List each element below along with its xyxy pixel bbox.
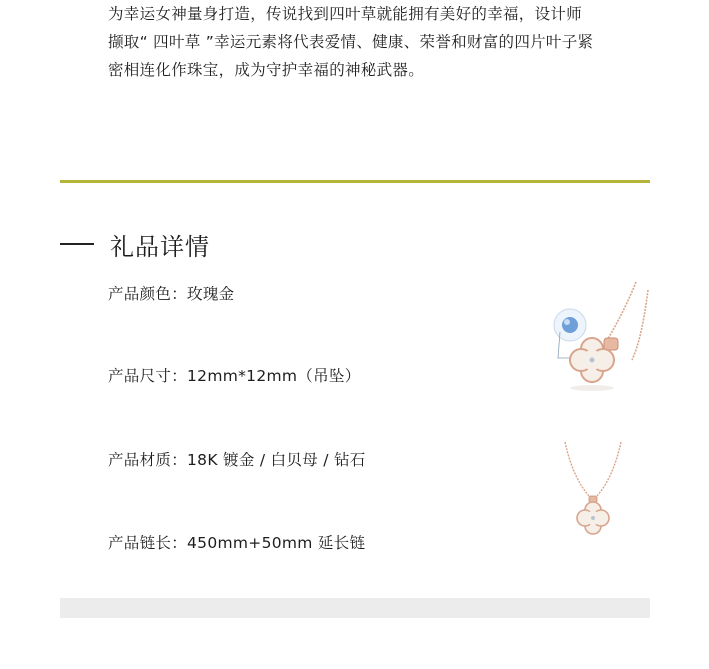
spec-chain bbox=[108, 531, 365, 553]
intro-line-1: 为幸运女神量身打造，传说找到四叶草就能拥有美好的幸福，设计师 bbox=[108, 5, 583, 23]
spec-material bbox=[108, 448, 366, 470]
pendant-closeup-image bbox=[548, 280, 653, 398]
intro-text bbox=[108, 0, 653, 84]
spec-chain-label: 产品链长： bbox=[108, 534, 188, 552]
intro-line-2: 撷取“ 四叶草 ”幸运元素将代表爱情、健康、荣誉和财富的四片叶子紧 bbox=[108, 33, 594, 51]
spec-color-value: 玫瑰金 bbox=[187, 285, 235, 303]
intro-line-3: 密相连化作珠宝，成为守护幸福的神秘武器。 bbox=[108, 61, 425, 79]
spec-size bbox=[108, 364, 361, 386]
section-heading bbox=[60, 226, 210, 262]
section-title: 礼品详情 bbox=[110, 232, 210, 261]
spec-size-label: 产品尺寸： bbox=[108, 367, 188, 385]
necklace-full-image bbox=[555, 440, 630, 540]
spec-color bbox=[108, 282, 234, 304]
spec-color-label: 产品颜色： bbox=[108, 285, 188, 303]
heading-dash bbox=[60, 243, 94, 245]
spec-chain-value: 450mm+50mm 延长链 bbox=[187, 534, 366, 552]
spec-size-value: 12mm*12mm（吊坠） bbox=[187, 367, 361, 385]
spec-material-label: 产品材质： bbox=[108, 451, 188, 469]
section-divider bbox=[60, 180, 650, 183]
spec-material-value: 18K 镀金 / 白贝母 / 钻石 bbox=[187, 451, 366, 469]
bottom-band bbox=[60, 598, 650, 618]
